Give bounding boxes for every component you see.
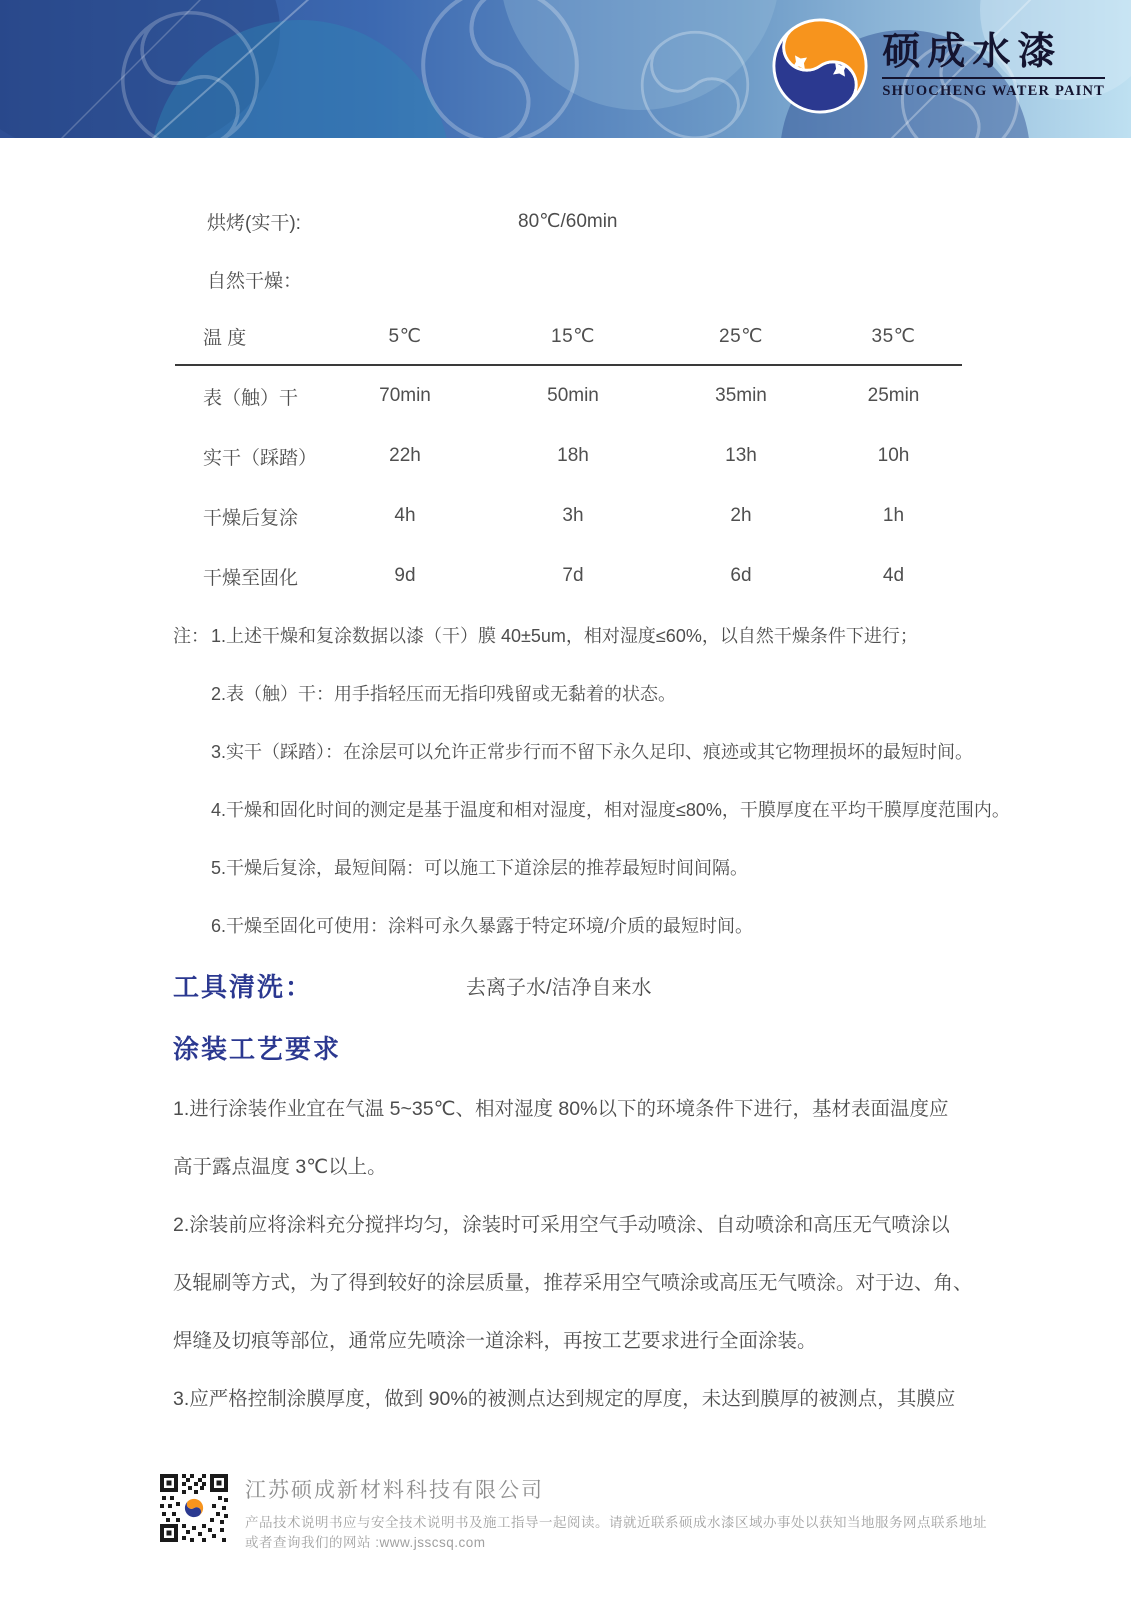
drying-time-table <box>175 308 962 606</box>
table-row <box>175 486 962 546</box>
logo-divider <box>882 77 1105 79</box>
note-line: 3.实干（踩踏）：在涂层可以允许正常步行而不留下永久足印、痕迹或其它物理损坏的最短时间。 <box>211 742 974 762</box>
table-row <box>175 546 962 606</box>
paragraph-line: 及辊刷等方式，为了得到较好的涂层质量，推荐采用空气喷涂或高压无气喷涂。对于边、角、 <box>173 1272 973 1294</box>
row-value: 22h <box>389 445 421 466</box>
row-value: 2h <box>730 505 752 526</box>
footer-text-block <box>245 1472 987 1553</box>
footer-note-line2: 或者查询我们的网站 :www.jsscsq.com <box>245 1535 486 1550</box>
paragraph-line: 3.应严格控制涂膜厚度，做到 90%的被测点达到规定的厚度，未达到膜厚的被测点，其膜应 <box>173 1388 956 1410</box>
natural-dry-label: 自然干燥： <box>207 270 303 292</box>
paragraph-line: 焊缝及切痕等部位，通常应先喷涂一道涂料，再按工艺要求进行全面涂装。 <box>173 1330 817 1352</box>
note-line: 2.表（触）干：用手指轻压而无指印残留或无黏着的状态。 <box>211 684 677 704</box>
note-prefix: 注： <box>173 626 209 646</box>
table-header-35c: 35℃ <box>871 325 916 347</box>
note-line: 4.干燥和固化时间的测定是基于温度和相对湿度，相对湿度≤80%，干膜厚度在平均干膜厚度范围内。 <box>211 800 1010 820</box>
row-value: 7d <box>562 565 584 586</box>
row-value: 35min <box>715 385 767 406</box>
note-text: 1.上述干燥和复涂数据以漆（干）膜 40±5um，相对湿度≤60%，以自然干燥条件下进行； <box>211 626 918 646</box>
row-value: 18h <box>557 445 589 466</box>
table-header-row <box>175 308 962 366</box>
shuocheng-logo-icon <box>772 18 868 114</box>
row-value: 3h <box>562 505 584 526</box>
bake-dry-label: 烘烤(实干): <box>207 212 301 234</box>
row-value: 10h <box>877 445 910 466</box>
note-line: 5.干燥后复涂，最短间隔：可以施工下道涂层的推荐最短时间间隔。 <box>211 858 749 878</box>
tool-cleaning-value: 去离子水/洁净自来水 <box>466 976 652 999</box>
table-header-25c: 25℃ <box>719 325 763 347</box>
brand-logo <box>772 18 1105 114</box>
table-row <box>175 366 962 426</box>
row-value: 4h <box>394 505 416 526</box>
table-header-5c: 5℃ <box>388 325 422 347</box>
row-value: 4d <box>882 565 905 586</box>
paragraph-line: 高于露点温度 3℃以上。 <box>173 1156 387 1178</box>
bake-dry-row <box>207 192 966 250</box>
row-label: 表（触）干 <box>203 387 299 409</box>
row-label: 干燥至固化 <box>203 567 299 589</box>
table-header-15c: 15℃ <box>551 325 595 347</box>
row-value: 25min <box>867 385 920 406</box>
row-value: 13h <box>725 445 757 466</box>
document-body <box>0 138 1131 1426</box>
page-footer <box>158 1472 1021 1553</box>
row-value: 6d <box>730 565 752 586</box>
table-header-temperature: 温 度 <box>203 327 247 349</box>
row-value: 50min <box>547 385 599 406</box>
note-line <box>173 606 1011 664</box>
notes-block <box>173 606 1011 954</box>
bake-dry-value: 80℃/60min <box>518 210 618 232</box>
row-label: 实干（踩踏） <box>203 447 318 469</box>
brand-name-block <box>882 32 1105 100</box>
note-line: 6.干燥至固化可使用：涂料可永久暴露于特定环境/介质的最短时间。 <box>211 916 754 936</box>
process-heading-row <box>173 1016 1131 1078</box>
row-value: 70min <box>379 385 431 406</box>
paragraph-line: 2.涂装前应将涂料充分搅拌均匀，涂装时可采用空气手动喷涂、自动喷涂和高压无气喷涂以 <box>173 1214 950 1236</box>
company-name: 江苏硕成新材料科技有限公司 <box>245 1479 544 1502</box>
paragraph-line: 1.进行涂装作业宜在气温 5~35℃、相对湿度 80%以下的环境条件下进行，基材表面温度应 <box>173 1098 949 1120</box>
process-heading: 涂装工艺要求 <box>173 1033 342 1064</box>
header-banner <box>0 0 1131 138</box>
process-paragraphs <box>173 1078 1011 1426</box>
row-value: 9d <box>394 565 416 586</box>
tool-cleaning-heading: 工具清洗： <box>173 971 314 1002</box>
brand-name-en: SHUOCHENG WATER PAINT <box>882 82 1105 99</box>
tool-cleaning-row <box>173 954 1131 1016</box>
natural-dry-row <box>207 250 966 308</box>
footer-note-line1: 产品技术说明书应与安全技术说明书及施工指导一起阅读。请就近联系硕成水漆区域办事处以获知当地服务网点联系地址 <box>245 1515 987 1530</box>
qr-code-icon <box>158 1472 230 1544</box>
brand-name-cn: 硕成水漆 <box>882 31 1063 74</box>
table-row <box>175 426 962 486</box>
row-value: 1h <box>882 505 905 526</box>
row-label: 干燥后复涂 <box>203 507 299 529</box>
